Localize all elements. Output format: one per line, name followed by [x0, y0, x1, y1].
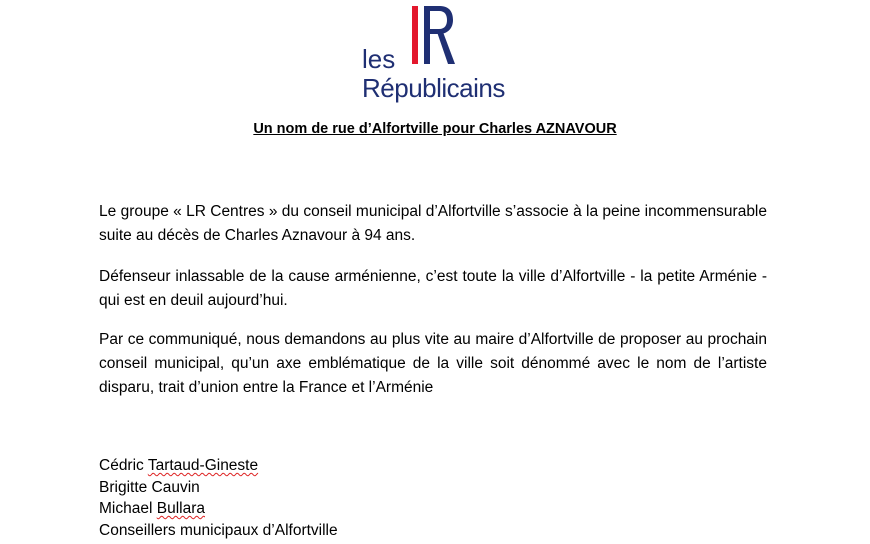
les-republicains-logo: [362, 4, 512, 103]
lr-logo-mark: [412, 4, 456, 68]
logo-text-les: les: [362, 44, 396, 74]
signer-name: [99, 498, 338, 520]
signer-first-name: Michael: [99, 500, 153, 517]
signature-block: [99, 455, 338, 541]
press-release-title: Un nom de rue d’Alfortville pour Charles AZNAVOUR: [253, 121, 617, 137]
logo-text-republicains: Républicains: [362, 73, 505, 103]
signer-first-name: Cédric: [99, 457, 144, 474]
signer-role: Conseillers municipaux d’Alfortville: [99, 521, 338, 539]
paragraph: Le groupe « LR Centres » du conseil municipal d’Alfortville s’associe à la peine incommensurable suite au décès de Charles Aznavour à 94 ans.: [99, 203, 767, 244]
signer-last-name: Bullara: [156, 500, 205, 517]
signer-name: [99, 455, 338, 477]
press-release-body: [99, 200, 767, 417]
signer-last-name: Tartaud-Gineste: [147, 457, 259, 474]
paragraph: Défenseur inlassable de la cause arménienne, c’est toute la ville d’Alfortville - la petite Arménie - qui est en deuil aujourd’hui.: [99, 268, 767, 309]
signer-name: Brigitte Cauvin: [99, 478, 200, 496]
paragraph: Par ce communiqué, nous demandons au plus vite au maire d’Alfortville de proposer au prochain conseil municipal, qu’un axe emblématique de la ville soit dénommé avec le nom de l’artiste disparu, trait d’union entre la France et l’Arménie: [99, 331, 767, 396]
